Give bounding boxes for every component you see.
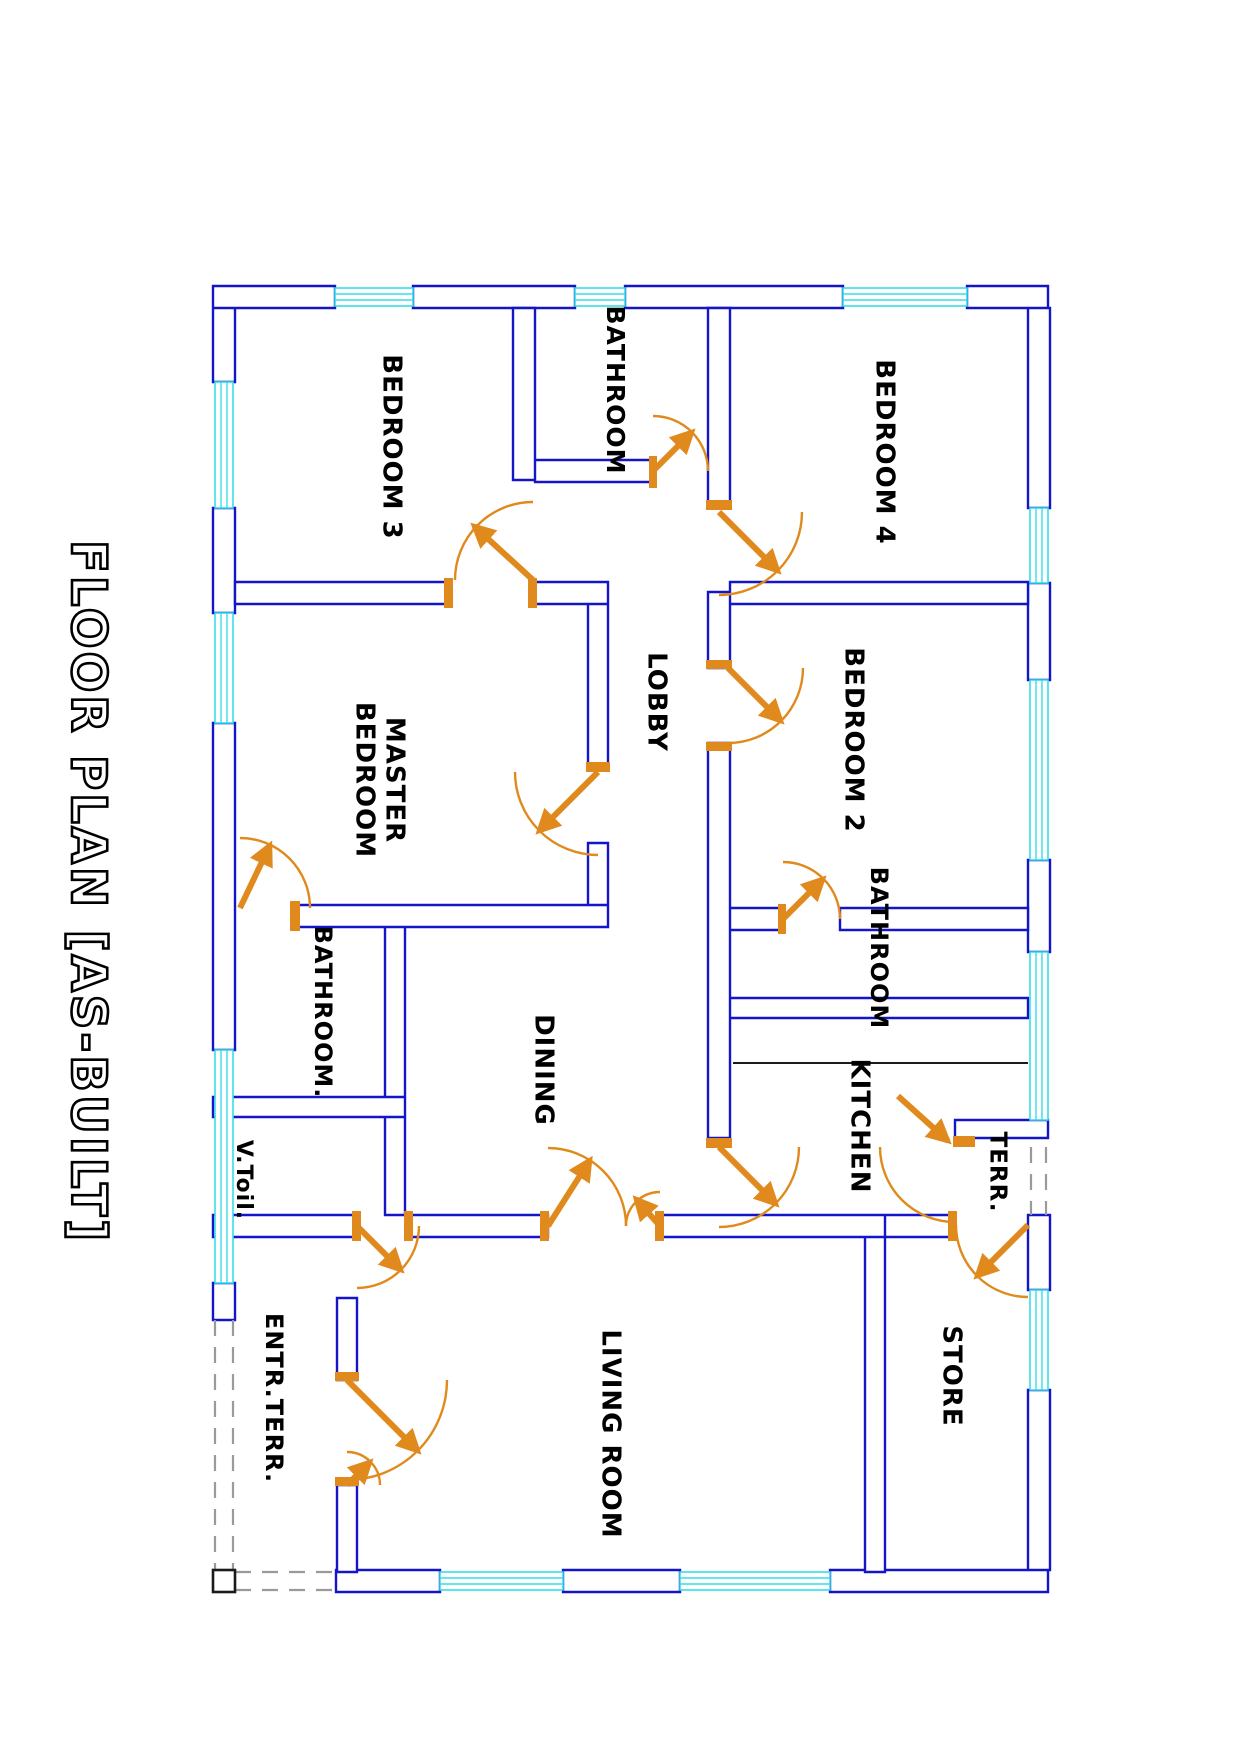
label-master-bedroom-line2: BEDROOM [349,701,380,859]
door-bathroom2 [778,862,840,934]
label-lobby: LOBBY [641,652,672,752]
label-master-bathroom: BATHROOM. [309,925,337,1099]
window [215,382,233,508]
door-bedroom2 [706,660,803,751]
door-master-bedroom [515,762,610,855]
window [575,288,625,306]
door-bedroom4 [706,500,802,595]
label-terrace: TERR. [984,1131,1011,1213]
door-kitchen [706,1138,799,1227]
label-store: STORE [936,1325,967,1427]
window [215,613,233,723]
terrace-column [213,1570,235,1592]
label-bedroom3: BEDROOM 3 [376,354,407,540]
door-store [948,1211,1028,1297]
door-bedroom3 [444,502,537,608]
door-visitor-toilet [352,1211,419,1288]
door-bathroom-top [649,416,708,488]
window [1030,1290,1048,1390]
window [1030,952,1048,1120]
window [1030,680,1048,860]
window [440,1572,563,1590]
label-kitchen: KITCHEN [844,1058,875,1194]
label-living-room: LIVING ROOM [595,1329,626,1539]
window [1030,508,1048,583]
interior-wall-path [213,308,1048,1572]
label-visitor-toilet: V.Toil. [231,1139,256,1221]
window [335,288,413,306]
door-living-room-double [540,1148,664,1241]
label-bathroom2: BATHROOM [865,866,893,1030]
door-master-bathroom [240,838,310,931]
windows [215,288,1048,1590]
window [843,288,967,306]
label-bedroom2: BEDROOM 2 [838,647,869,833]
door-entrance [335,1372,447,1486]
label-bathroom-top: BATHROOM [601,305,630,475]
label-bedroom4: BEDROOM 4 [869,359,900,545]
door-kitchen-terrace [880,1096,975,1222]
label-master-bedroom-line1: MASTER [379,716,410,844]
label-dining: DINING [528,1014,559,1126]
window [680,1572,830,1590]
drawing-title: FLOOR PLAN [AS-BUILT] [60,539,116,1245]
interior-walls [213,308,1048,1572]
window [215,1050,233,1283]
label-entrance-terrace: ENTR.TERR. [260,1312,288,1484]
